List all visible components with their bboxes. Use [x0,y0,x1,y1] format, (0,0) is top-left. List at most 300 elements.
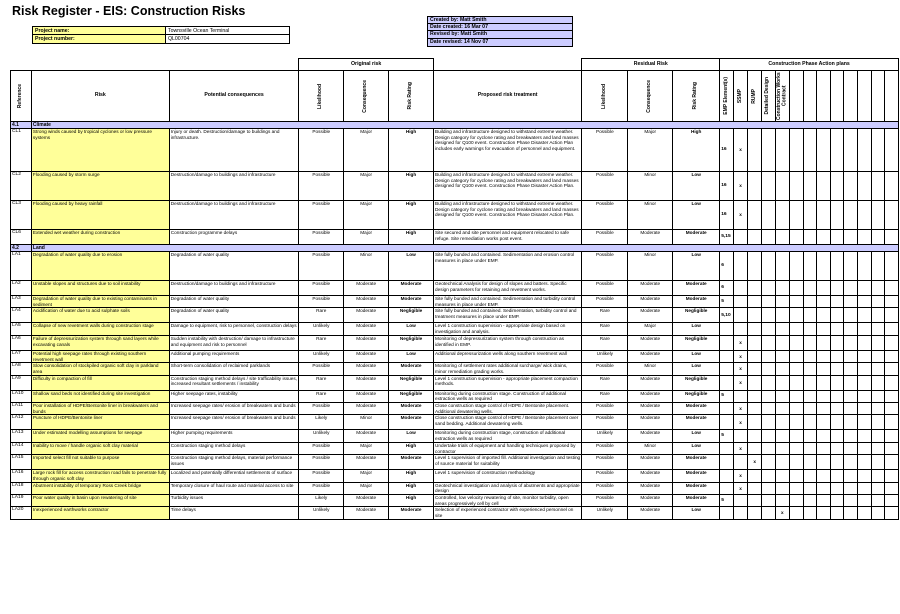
risk-description: Difficulty in compaction of fill [31,375,169,390]
likelihood: Rare [299,390,344,402]
detailed-design-mark [761,442,775,454]
residual-risk-rating: Low [673,507,720,519]
col-risk: Risk [31,71,169,122]
action-plan-blank-cell [858,252,872,281]
action-plan-blank-cell [858,335,872,350]
ssmp-mark [733,230,748,245]
action-plan-blank-cell [858,390,872,402]
emp-elements [720,403,734,415]
emp-elements [720,442,734,454]
emp-elements [720,507,734,519]
action-plan-blank-cell [817,201,831,230]
action-plan-blank-cell [871,172,885,201]
proposed-treatment: Geotechnical Analysis for design of slopes and batters. Specific design parameters for retaining and revetment works. [434,281,582,296]
potential-consequences: Sudden instability with destruction/ damage to infrastructure and equipment and risk to personnel [169,335,299,350]
revised-by: Revised by: Matt Smith [428,31,572,38]
potential-consequences: Degradation of water quality [169,252,299,281]
action-plan-blank-cell [871,323,885,335]
risk-description: Under estimated modelling assumptions for seepage [31,430,169,442]
action-plan-blank-cell [844,442,858,454]
action-plan-blank-cell [871,403,885,415]
potential-consequences: Construction staging method delays, material performance issues [169,455,299,470]
action-plan-blank-cell [858,403,872,415]
table-row [11,470,899,482]
risk-description: Acidification of water due to acid sulphate soils [31,308,169,323]
detailed-design-mark [761,172,775,201]
detailed-design-mark [761,390,775,402]
residual-risk-rating: Moderate [673,470,720,482]
ssmp-mark [733,323,748,335]
action-plan-blank-cell [871,230,885,245]
section-id: 4.2 [11,245,32,252]
risk-reference: LA20 [11,507,32,519]
emp-elements: 5 [720,296,734,308]
table-row [11,252,899,281]
action-plan-blank-cell [830,482,844,494]
action-plan-blank-cell [790,415,804,430]
residual-risk-rating: High [673,129,720,172]
project-info-box [32,26,290,44]
col-blank-4 [830,71,844,122]
emp-elements [720,470,734,482]
construction-works-contract-mark [775,403,790,415]
table-row [11,230,899,245]
action-plan-blank-cell [858,308,872,323]
proposed-treatment: Monitoring of settlement rates additional surcharge/ wick drains, minor remediation grading works. [434,363,582,375]
residual-likelihood: Possible [582,482,628,494]
residual-consequence: Minor [628,363,673,375]
proposed-treatment: Additional depressurization wells along southern revetment wall [434,350,582,362]
action-plan-blank-cell [858,281,872,296]
residual-consequence: Moderate [628,230,673,245]
risk-rating: Low [389,350,434,362]
rump-mark [748,430,762,442]
consequence: Moderate [344,403,389,415]
detailed-design-mark [761,495,775,507]
action-plan-blank-cell [858,442,872,454]
action-plan-blank-cell [803,350,817,362]
risk-rating: Moderate [389,363,434,375]
action-plan-blank-cell [790,455,804,470]
rump-mark: x [748,455,762,470]
action-plan-blank-cell [830,495,844,507]
residual-risk-rating: Low [673,252,720,281]
action-plan-blank-cell [844,403,858,415]
potential-consequences: Construction staging method delays [169,442,299,454]
action-plan-blank-cell [885,455,899,470]
action-plan-blank-cell [844,363,858,375]
risk-rating: High [389,495,434,507]
residual-consequence: Moderate [628,415,673,430]
action-plan-blank-cell [830,363,844,375]
construction-works-contract-mark [775,495,790,507]
residual-risk-header: Residual Risk [582,59,720,71]
residual-consequence: Minor [628,252,673,281]
consequence: Minor [344,415,389,430]
emp-elements: 5,15 [720,230,734,245]
action-plan-blank-cell [830,455,844,470]
risk-reference: LA16 [11,470,32,482]
action-plan-blank-cell [844,482,858,494]
action-plan-blank-cell [790,495,804,507]
proposed-treatment: Building and infrastructure designed to withstand extreme weather. Design category for cyclone rating and breakwaters and land masses designed for Q100 event. Construction Phase Disaster Action Plan. [434,201,582,230]
col-detailed-design: Detailed Design [761,71,775,122]
risk-reference: LA12 [11,415,32,430]
detailed-design-mark [761,296,775,308]
action-plan-blank-cell [790,201,804,230]
risk-register-table [10,58,899,520]
emp-elements: 5,10 [720,308,734,323]
action-plan-blank-cell [844,415,858,430]
table-row [11,323,899,335]
risk-reference: LA2 [11,281,32,296]
construction-works-contract-mark [775,230,790,245]
risk-reference: LA13 [11,430,32,442]
consequence: Major [344,201,389,230]
potential-consequences: Degradation of water quality [169,296,299,308]
risk-rating: Moderate [389,415,434,430]
residual-risk-rating: Low [673,201,720,230]
construction-works-contract-mark [775,308,790,323]
revision-info-box [427,16,573,47]
rump-mark [748,507,762,519]
action-plan-blank-cell [830,335,844,350]
table-row [11,455,899,470]
col-blank-7 [871,71,885,122]
detailed-design-mark [761,470,775,482]
emp-elements [720,455,734,470]
col-blank-1 [790,71,804,122]
action-plan-blank-cell [844,172,858,201]
construction-works-contract-mark [775,430,790,442]
potential-consequences: Destruction/damage to buildings and infrastructure [169,172,299,201]
rump-mark [748,230,762,245]
risk-description: Poor water quality in basin upon rewatering of site [31,495,169,507]
emp-elements [720,323,734,335]
risk-rating: Low [389,430,434,442]
risk-rating: Moderate [389,281,434,296]
emp-elements: 16 [720,172,734,201]
residual-consequence: Moderate [628,308,673,323]
residual-risk-rating: Low [673,350,720,362]
action-plan-blank-cell [858,470,872,482]
emp-elements: 16 [720,129,734,172]
potential-consequences: Construction programme delays [169,230,299,245]
action-plan-blank-cell [858,201,872,230]
action-plan-blank-cell [844,323,858,335]
residual-likelihood: Possible [582,442,628,454]
residual-likelihood: Possible [582,252,628,281]
residual-risk-rating: Moderate [673,495,720,507]
risk-description: Degradation of water quality due to existing contaminants in sediment [31,296,169,308]
col-blank-2 [803,71,817,122]
residual-consequence: Minor [628,172,673,201]
consequence: Moderate [344,308,389,323]
proposed-treatment: Level 1 supervision of imported fill. Additional investigation and testing of source material for suitability [434,455,582,470]
consequence: Moderate [344,281,389,296]
rump-mark [748,129,762,172]
risk-rating: Negligible [389,335,434,350]
risk-reference: CL3 [11,201,32,230]
risk-rating: Negligible [389,308,434,323]
table-row [11,495,899,507]
action-plan-blank-cell [803,455,817,470]
ssmp-mark: x [733,129,748,172]
risk-reference: CL1 [11,129,32,172]
action-plan-blank-cell [885,230,899,245]
col-proposed-treatment: Proposed risk treatment [434,71,582,122]
rump-mark [748,335,762,350]
action-plan-blank-cell [803,296,817,308]
project-number-label: Project number: [33,35,166,43]
likelihood: Unlikely [299,350,344,362]
risk-description: Flooding caused by heavy rainfall [31,201,169,230]
consequence: Moderate [344,390,389,402]
action-plan-blank-cell [858,129,872,172]
project-name-row [33,27,289,35]
likelihood: Rare [299,308,344,323]
construction-works-contract-mark [775,482,790,494]
construction-works-contract-mark [775,470,790,482]
action-plan-blank-cell [830,296,844,308]
action-plan-blank-cell [871,308,885,323]
consequence: Major [344,470,389,482]
consequence: Moderate [344,455,389,470]
action-plan-blank-cell [817,335,831,350]
risk-reference: LA18 [11,482,32,494]
rump-mark [748,495,762,507]
action-plan-blank-cell [803,507,817,519]
proposed-treatment: Level 1 construction supervision - appropriate placement compaction methods. [434,375,582,390]
likelihood: Possible [299,482,344,494]
detailed-design-mark [761,201,775,230]
detailed-design-mark [761,507,775,519]
risk-reference: CL6 [11,230,32,245]
table-row [11,403,899,415]
action-plan-blank-cell [817,495,831,507]
likelihood: Possible [299,296,344,308]
action-plan-blank-cell [817,172,831,201]
action-plan-blank-cell [885,129,899,172]
table-row [11,308,899,323]
action-plan-blank-cell [803,470,817,482]
risk-reference: LA7 [11,350,32,362]
ssmp-mark [733,430,748,442]
construction-works-contract-mark [775,335,790,350]
construction-works-contract-mark [775,415,790,430]
action-plan-blank-cell [830,172,844,201]
ssmp-mark: x [733,375,748,390]
action-plan-blank-cell [803,281,817,296]
action-plan-blank-cell [885,403,899,415]
action-plan-blank-cell [871,281,885,296]
potential-consequences: Additional pumping requirements [169,350,299,362]
proposed-treatment: Level 1 supervision of construction methodology [434,470,582,482]
col-blank-3 [817,71,831,122]
rump-mark [748,201,762,230]
residual-consequence: Moderate [628,507,673,519]
action-plan-blank-cell [844,470,858,482]
action-plan-blank-cell [790,482,804,494]
residual-consequence: Minor [628,201,673,230]
proposed-treatment: Site fully bunded and contained. Sedimentation and turbidity control measures in place under EMP. [434,296,582,308]
table-row [11,363,899,375]
col-blank-5 [844,71,858,122]
action-plan-blank-cell [817,296,831,308]
proposed-treatment: Site fully bunded and contained. Sedimentation, turbidity control and treatment measures in place under EMP. [434,308,582,323]
action-plan-blank-cell [858,230,872,245]
residual-likelihood: Possible [582,495,628,507]
construction-works-contract-mark [775,296,790,308]
residual-likelihood: Rare [582,335,628,350]
risk-description: Potential high seepage rates through existing southern revetment wall [31,350,169,362]
risk-reference: LA9 [11,375,32,390]
risk-rating: High [389,201,434,230]
ssmp-mark: x [733,172,748,201]
residual-risk-rating: Moderate [673,455,720,470]
action-plan-blank-cell [803,252,817,281]
risk-rating: Moderate [389,455,434,470]
action-plan-blank-cell [885,363,899,375]
action-plan-blank-cell [817,430,831,442]
action-plan-blank-cell [885,390,899,402]
proposed-treatment: Controlled, low velocity rewatering of site, monitor turbidity, open areas progressively cell by cell [434,495,582,507]
action-plan-blank-cell [858,482,872,494]
section-id: 4.1 [11,122,32,129]
residual-consequence: Moderate [628,375,673,390]
detailed-design-mark [761,430,775,442]
construction-works-contract-mark [775,363,790,375]
action-plan-blank-cell [790,129,804,172]
residual-risk-rating: Moderate [673,415,720,430]
detailed-design-mark [761,482,775,494]
potential-consequences: Destruction/damage to buildings and infrastructure [169,201,299,230]
residual-consequence: Moderate [628,495,673,507]
table-row [11,281,899,296]
risk-description: Extended wet weather during construction [31,230,169,245]
action-plan-blank-cell [871,363,885,375]
risk-rating: Moderate [389,403,434,415]
project-number-value: QL00704 [168,36,190,42]
proposed-treatment: Level 1 construction supervision - appropriate design based on investigation and analysis. [434,323,582,335]
action-plan-blank-cell [790,507,804,519]
risk-reference: LA4 [11,308,32,323]
proposed-treatment: Close construction stage control of HDPE / Bentonite placement. Additional dewatering wells. [434,403,582,415]
action-plan-blank-cell [844,230,858,245]
risk-description: Strong winds caused by tropical cyclones or low pressure systems [31,129,169,172]
consequence: Moderate [344,350,389,362]
rump-mark [748,252,762,281]
action-plan-blank-cell [858,430,872,442]
risk-rating: High [389,470,434,482]
residual-likelihood: Unlikely [582,507,628,519]
action-plan-blank-cell [844,281,858,296]
action-plan-blank-cell [858,363,872,375]
action-plan-blank-cell [844,495,858,507]
residual-consequence: Major [628,129,673,172]
detailed-design-mark [761,350,775,362]
table-row [11,335,899,350]
risk-description: Failure of depressurization system through sand layers while excavating canals [31,335,169,350]
residual-consequence: Moderate [628,296,673,308]
col-emp-elements: EMP Element(s) [720,71,734,122]
col-construction-works-contract: Construction Works Contract [775,71,790,122]
detailed-design-mark [761,230,775,245]
action-plan-blank-cell [858,296,872,308]
action-plan-blank-cell [790,281,804,296]
consequence: Major [344,129,389,172]
action-plan-blank-cell [790,390,804,402]
ssmp-mark [733,281,748,296]
action-plan-blank-cell [844,350,858,362]
residual-risk-rating: Moderate [673,403,720,415]
construction-works-contract-mark [775,252,790,281]
action-plan-blank-cell [803,442,817,454]
ssmp-mark [733,308,748,323]
risk-reference: LA1 [11,252,32,281]
proposed-treatment: Close construction stage control of HDPE / Bentonite placement over sand bedding. Additional dewatering wells. [434,415,582,430]
likelihood: Possible [299,172,344,201]
risk-reference: LA3 [11,296,32,308]
project-number-row [33,35,289,43]
action-plan-blank-cell [885,495,899,507]
action-plan-blank-cell [830,129,844,172]
residual-consequence: Minor [628,442,673,454]
action-plan-blank-cell [844,296,858,308]
col-ssmp: SSMP [733,71,748,122]
action-plan-blank-cell [830,442,844,454]
potential-consequences: Time delays [169,507,299,519]
ssmp-mark: x [733,363,748,375]
consequence: Major [344,442,389,454]
action-plan-blank-cell [844,390,858,402]
action-plan-blank-cell [790,296,804,308]
action-plan-blank-cell [790,335,804,350]
action-plan-blank-cell [844,455,858,470]
ssmp-mark [733,390,748,402]
action-plan-blank-cell [830,308,844,323]
action-plan-blank-cell [830,403,844,415]
action-plan-blank-cell [871,415,885,430]
construction-works-contract-mark [775,375,790,390]
proposed-treatment: Building and infrastructure designed to withstand extreme weather. Design category for cyclone rating and breakwaters and land masses designed for Q100 event. Construction Phase Disaster Action Plan includes early warnings for evacuation of personnel and equipment. [434,129,582,172]
action-plan-blank-cell [844,201,858,230]
action-plan-blank-cell [830,281,844,296]
ssmp-mark: x [733,482,748,494]
residual-risk-rating: Low [673,172,720,201]
residual-likelihood: Possible [582,403,628,415]
col-residual-consequence: Consequence [628,71,673,122]
risk-description: Degradation of water quality due to erosion [31,252,169,281]
table-row [11,129,899,172]
action-plan-blank-cell [817,363,831,375]
action-plan-blank-cell [885,281,899,296]
table-row [11,201,899,230]
likelihood: Possible [299,470,344,482]
risk-rating: Moderate [389,296,434,308]
action-plan-blank-cell [885,470,899,482]
residual-likelihood: Rare [582,375,628,390]
residual-consequence: Major [628,323,673,335]
action-plan-blank-cell [817,442,831,454]
action-plan-blank-cell [803,495,817,507]
section-name: Land [31,245,898,252]
emp-elements: 6 [720,252,734,281]
risk-description: Imported select fill not suitable to purpose [31,455,169,470]
action-plan-blank-cell [830,350,844,362]
action-plan-blank-cell [885,172,899,201]
residual-risk-rating: Low [673,323,720,335]
